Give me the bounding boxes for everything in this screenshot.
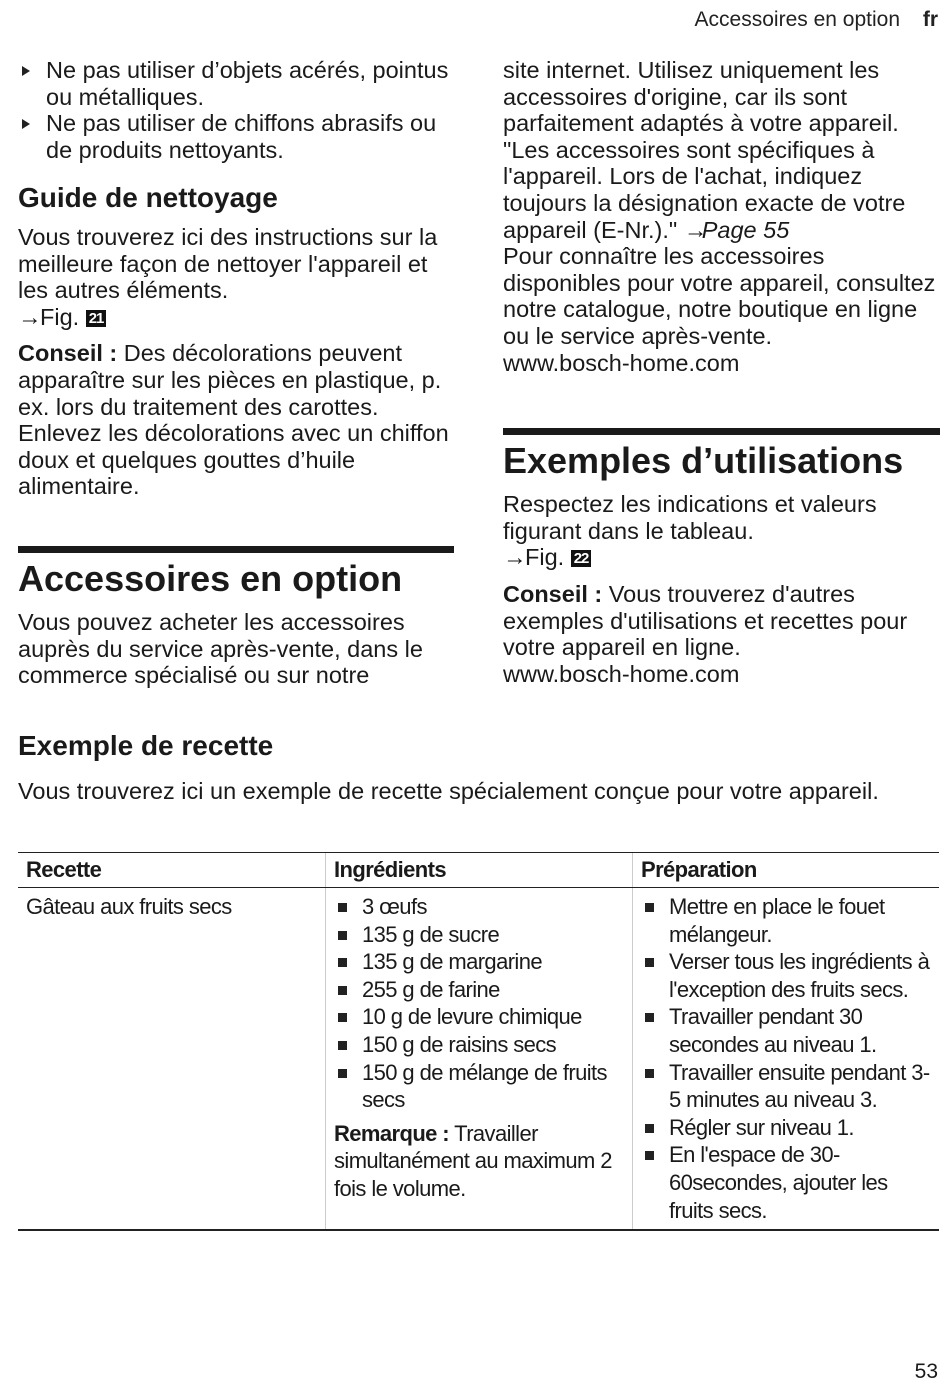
ingredients-cell	[325, 888, 632, 1229]
recipe-table	[18, 852, 939, 1231]
tip-text: Des décolorations peuvent apparaître sur les pièces en plastique, p. ex. lors du traitement des carottes. Enlevez les décolorations avec un chiffon doux et quelques gouttes d’huile alimentaire.	[18, 340, 449, 500]
list-item: 150 g de mélange de fruits secs	[334, 1059, 624, 1114]
tip-label: Conseil :	[503, 580, 603, 607]
recipe-note	[334, 1120, 624, 1203]
figure-reference: →Fig. 21	[18, 304, 454, 331]
ingredients-list	[334, 893, 624, 1114]
accessories-quote: "Les accessoires sont spécifiques à l'appareil. Lors de l'achat, indiquez toujours la désignation exacte de votre appareil (E-Nr.)." →Page 55	[503, 136, 906, 243]
list-item: 135 g de sucre	[334, 921, 624, 949]
recipe-name-cell: Gâteau aux fruits secs	[26, 894, 232, 919]
examples-text: Respectez les indications et valeurs figurant dans le tableau.	[503, 491, 877, 544]
note-label: Remarque :	[334, 1120, 450, 1146]
accessories-text: Vous pouvez acheter les accessoires auprès du service après-vente, dans le commerce spécialisé ou sur notre	[18, 608, 423, 689]
preparation-list	[641, 893, 931, 1224]
list-item: 150 g de raisins secs	[334, 1031, 624, 1059]
website-link[interactable]: www.bosch-home.com	[503, 349, 740, 376]
note-text: Travailler simultanément au maximum 2 fois le volume.	[334, 1120, 612, 1201]
list-item: Ne pas utiliser de chiffons abrasifs ou de produits nettoyants.	[18, 110, 454, 163]
list-item: 255 g de farine	[334, 976, 624, 1004]
left-column	[18, 57, 454, 697]
tip-paragraph	[18, 340, 454, 500]
arrow-right-icon: →	[18, 303, 42, 330]
figure-reference: →Fig. 22	[503, 544, 940, 571]
page-reference-link[interactable]: Page 55	[701, 216, 790, 243]
preparation-cell	[632, 888, 939, 1229]
column-header-preparation: Préparation	[632, 853, 939, 887]
table-header-row	[18, 853, 939, 888]
section-heading-examples: Exemples d’utilisations	[503, 440, 904, 482]
figure-number-badge: 21	[86, 310, 107, 327]
language-code: fr	[922, 8, 938, 31]
tip-label: Conseil :	[18, 340, 118, 367]
tip-paragraph	[503, 581, 940, 661]
page-number: 53	[914, 1360, 938, 1383]
table-row	[18, 888, 939, 1229]
section-rule	[18, 546, 454, 553]
list-item: En l'espace de 30-60secondes, ajouter les fruits secs.	[641, 1141, 931, 1224]
column-header-ingredients: Ingrédients	[325, 853, 632, 887]
recipe-intro: Vous trouverez ici un exemple de recette spécialement conçue pour votre appareil.	[18, 778, 879, 804]
catalogue-text: Pour connaître les accessoires disponibles pour votre appareil, consultez notre catalogue, notre boutique en ligne ou le service après-vente.	[503, 243, 936, 349]
arrow-right-icon: →	[503, 544, 527, 571]
arrow-right-icon: →	[683, 216, 708, 243]
list-item: Régler sur niveau 1.	[641, 1114, 931, 1142]
column-header-recipe: Recette	[26, 857, 102, 882]
tip-text: Vous trouverez d'autres exemples d'utilisations et recettes pour votre appareil en ligne.	[503, 580, 908, 661]
warning-list	[18, 57, 454, 163]
section-heading-accessories: Accessoires en option	[18, 557, 403, 599]
list-item: Travailler ensuite pendant 3-5 minutes au niveau 3.	[641, 1059, 931, 1114]
running-header-title: Accessoires en option	[694, 8, 900, 31]
right-column	[503, 57, 940, 695]
bullet-triangle-icon	[22, 66, 30, 76]
list-item: 135 g de margarine	[334, 948, 624, 976]
section-heading-cleaning-guide: Guide de nettoyage	[18, 182, 278, 214]
bullet-triangle-icon	[22, 119, 30, 129]
list-item: Verser tous les ingrédients à l'exception des fruits secs.	[641, 948, 931, 1003]
list-item: 10 g de levure chimique	[334, 1003, 624, 1031]
list-item: Ne pas utiliser d’objets acérés, pointus ou métalliques.	[18, 57, 454, 110]
list-item: 3 œufs	[334, 893, 624, 921]
cleaning-guide-text: Vous trouverez ici des instructions sur la meilleure façon de nettoyer l'appareil et les autres éléments.	[18, 223, 438, 304]
section-rule	[503, 428, 940, 435]
accessories-text-continued: site internet. Utilisez uniquement les accessoires d'origine, car ils sont parfaitement adaptés à votre appareil.	[503, 57, 899, 137]
list-item: Mettre en place le fouet mélangeur.	[641, 893, 931, 948]
section-heading-recipe: Exemple de recette	[18, 730, 274, 761]
list-item: Travailler pendant 30 secondes au niveau 1.	[641, 1003, 931, 1058]
figure-number-badge: 22	[571, 550, 592, 567]
website-link[interactable]: www.bosch-home.com	[503, 660, 740, 687]
